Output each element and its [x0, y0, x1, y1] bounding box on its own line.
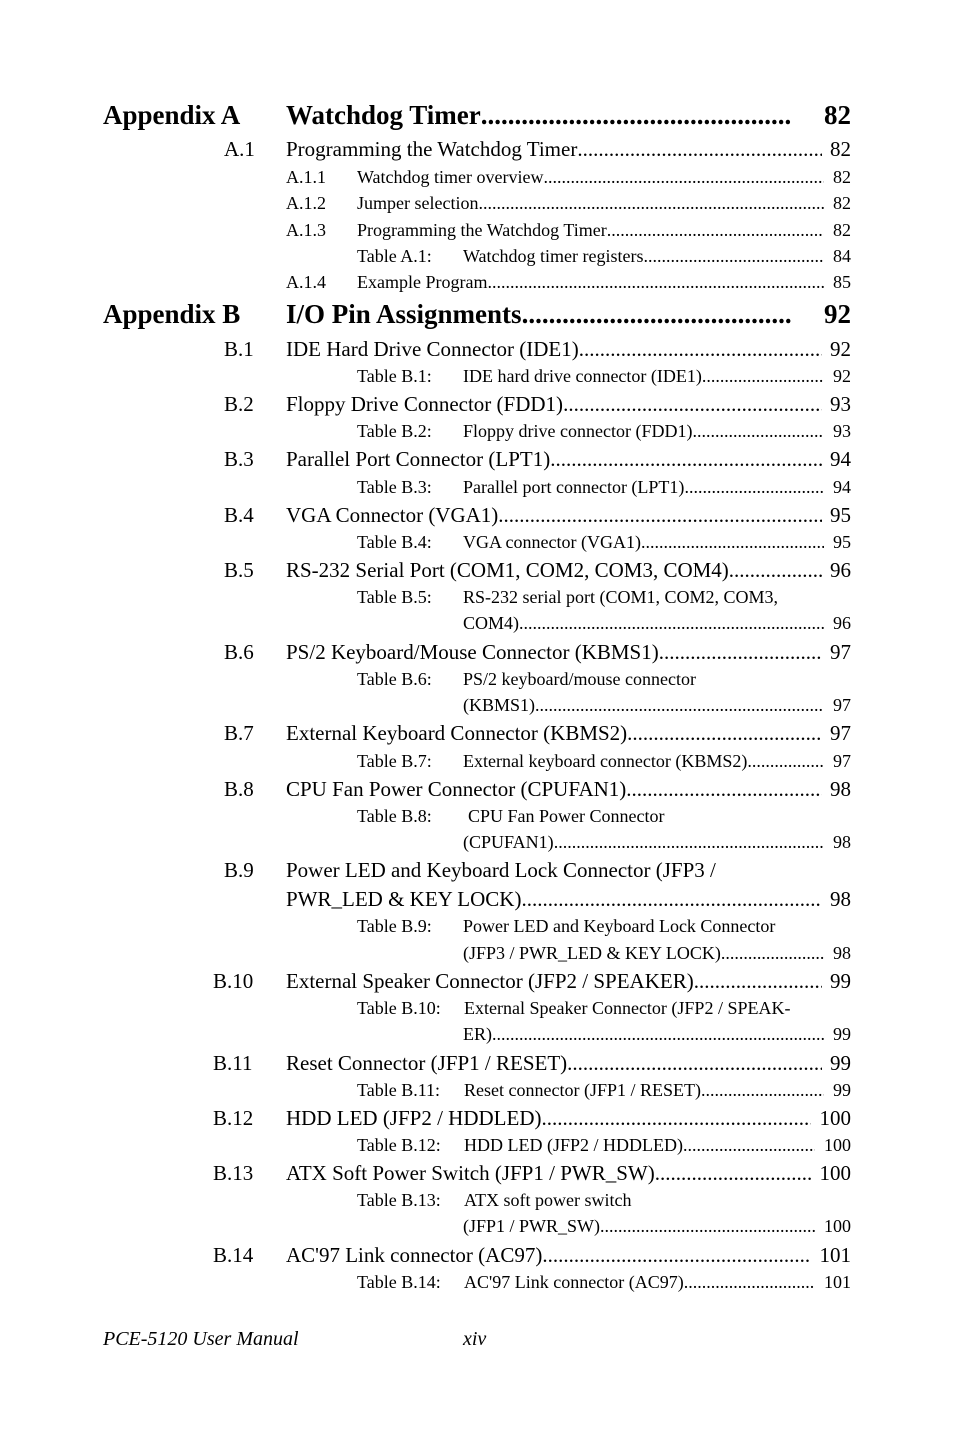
page-number: 100: [819, 1161, 851, 1185]
table-label: Table B.14:: [357, 1272, 441, 1292]
section-number: B.5: [224, 558, 254, 582]
table-label: Table B.13:: [357, 1190, 441, 1210]
page-number: 85: [833, 272, 851, 292]
appendix-a-title[interactable]: Watchdog Timer .....: [286, 100, 791, 131]
page-number: 95: [830, 503, 851, 527]
toc-entry-table-b8-line1[interactable]: CPU Fan Power Connector: [468, 806, 665, 826]
page-number: 92: [830, 337, 851, 361]
toc-entry-table-b6-line2[interactable]: (KBMS1) .....: [463, 695, 824, 716]
page-number: 93: [830, 392, 851, 416]
toc-entry-b9-line2[interactable]: PWR_LED & KEY LOCK) .....: [286, 887, 822, 912]
page-number: 99: [833, 1080, 851, 1100]
toc-entry-b3[interactable]: Parallel Port Connector (LPT1) .....: [286, 447, 822, 472]
page-number: 97: [830, 721, 851, 745]
page-number: 96: [830, 558, 851, 582]
toc-entry-a14[interactable]: Example Program .....: [357, 272, 824, 293]
toc-entry-table-b1[interactable]: IDE hard drive connector (IDE1) .....: [463, 366, 824, 387]
table-label: Table B.10:: [357, 998, 441, 1018]
section-number: B.8: [224, 777, 254, 801]
page-number: 99: [833, 1024, 851, 1044]
page-number: 97: [830, 640, 851, 664]
subsection-number: A.1.4: [286, 272, 326, 292]
page-number: 101: [819, 1243, 851, 1267]
toc-entry-table-b14[interactable]: AC'97 Link connector (AC97) .....: [464, 1272, 815, 1293]
footer-page-number: xiv: [463, 1328, 487, 1350]
toc-entry-table-b10-line1[interactable]: External Speaker Connector (JFP2 / SPEAK-: [464, 998, 791, 1018]
page-number: 97: [833, 695, 851, 715]
page-number: 99: [830, 969, 851, 993]
toc-entry-table-b7[interactable]: External keyboard connector (KBMS2) .....: [463, 751, 824, 772]
section-number: B.2: [224, 392, 254, 416]
page-number: 98: [833, 943, 851, 963]
section-number: B.3: [224, 447, 254, 471]
toc-entry-b11[interactable]: Reset Connector (JFP1 / RESET) .....: [286, 1051, 822, 1076]
page-number: 94: [830, 447, 851, 471]
appendix-b-title[interactable]: I/O Pin Assignments .....: [286, 299, 791, 330]
toc-entry-a11[interactable]: Watchdog timer overview .....: [357, 167, 824, 188]
section-number: A.1: [224, 137, 255, 161]
toc-entry-b13[interactable]: ATX Soft Power Switch (JFP1 / PWR_SW) .....: [286, 1161, 811, 1186]
toc-entry-b6[interactable]: PS/2 Keyboard/Mouse Connector (KBMS1) .....: [286, 640, 822, 665]
toc-entry-b14[interactable]: AC'97 Link connector (AC97) .....: [286, 1243, 811, 1268]
toc-entry-table-a1[interactable]: Watchdog timer registers .....: [463, 246, 824, 267]
section-number: B.11: [213, 1051, 253, 1075]
toc-entry-b5[interactable]: RS-232 Serial Port (COM1, COM2, COM3, COM4) .....: [286, 558, 822, 583]
section-number: B.9: [224, 858, 254, 882]
page-number: 100: [824, 1135, 851, 1155]
toc-entry-a12[interactable]: Jumper selection .....: [357, 193, 824, 214]
toc-entry-table-b5-line2[interactable]: COM4) .....: [463, 613, 824, 634]
subsection-number: A.1.1: [286, 167, 326, 187]
table-label: Table B.9:: [357, 916, 432, 936]
toc-entry-table-b6-line1[interactable]: PS/2 keyboard/mouse connector: [463, 669, 696, 689]
page-number: 94: [833, 477, 851, 497]
appendix-b-page: 92: [824, 299, 851, 329]
subsection-number: A.1.3: [286, 220, 326, 240]
section-number: B.12: [213, 1106, 254, 1130]
page-number: 82: [833, 220, 851, 240]
section-number: B.10: [213, 969, 254, 993]
page-number: 100: [824, 1216, 851, 1236]
page-number: 82: [833, 193, 851, 213]
table-label: Table B.8:: [357, 806, 432, 826]
toc-entry-table-b10-line2[interactable]: ER) .....: [463, 1024, 824, 1045]
page-number: 82: [833, 167, 851, 187]
table-label: Table B.3:: [357, 477, 432, 497]
page-number: 99: [830, 1051, 851, 1075]
section-number: B.4: [224, 503, 254, 527]
toc-entry-b10[interactable]: External Speaker Connector (JFP2 / SPEAKER) .....: [286, 969, 822, 994]
toc-entry-b1[interactable]: IDE Hard Drive Connector (IDE1) .....: [286, 337, 822, 362]
toc-entry-a13[interactable]: Programming the Watchdog Timer .....: [357, 220, 824, 241]
toc-entry-table-b3[interactable]: Parallel port connector (LPT1) .....: [463, 477, 824, 498]
toc-entry-table-b9-line2[interactable]: (JFP3 / PWR_LED & KEY LOCK) .....: [463, 943, 824, 964]
page-number: 95: [833, 532, 851, 552]
table-label: Table B.12:: [357, 1135, 441, 1155]
appendix-b-label: Appendix B: [103, 299, 241, 329]
table-label: Table B.11:: [357, 1080, 441, 1100]
table-label: Table B.2:: [357, 421, 432, 441]
toc-entry-b8[interactable]: CPU Fan Power Connector (CPUFAN1) .....: [286, 777, 822, 802]
table-label: Table B.7:: [357, 751, 432, 771]
page-number: 93: [833, 421, 851, 441]
page-number: 98: [833, 832, 851, 852]
toc-entry-b4[interactable]: VGA Connector (VGA1) .....: [286, 503, 822, 528]
section-number: B.6: [224, 640, 254, 664]
page-number: 97: [833, 751, 851, 771]
table-label: Table A.1:: [357, 246, 432, 266]
table-label: Table B.1:: [357, 366, 432, 386]
toc-entry-b9-line1[interactable]: Power LED and Keyboard Lock Connector (JFP3 /: [286, 858, 716, 882]
footer-manual-title: PCE-5120 User Manual: [103, 1328, 299, 1350]
toc-entry-b7[interactable]: External Keyboard Connector (KBMS2) .....: [286, 721, 822, 746]
toc-entry-a1[interactable]: Programming the Watchdog Timer .....: [286, 137, 822, 162]
toc-entry-table-b5-line1[interactable]: RS-232 serial port (COM1, COM2, COM3,: [463, 587, 779, 607]
section-number: B.13: [213, 1161, 254, 1185]
page-number: 82: [830, 137, 851, 161]
page-number: 84: [833, 246, 851, 266]
toc-entry-table-b13-line1[interactable]: ATX soft power switch: [464, 1190, 632, 1210]
appendix-a-label: Appendix A: [103, 100, 241, 130]
appendix-a-page: 82: [824, 100, 851, 130]
table-label: Table B.6:: [357, 669, 432, 689]
page-number: 92: [833, 366, 851, 386]
page-number: 101: [824, 1272, 851, 1292]
toc-entry-b2[interactable]: Floppy Drive Connector (FDD1) .....: [286, 392, 822, 417]
toc-entry-table-b12[interactable]: HDD LED (JFP2 / HDDLED) .....: [464, 1135, 815, 1156]
toc-entry-table-b2[interactable]: Floppy drive connector (FDD1) .....: [463, 421, 824, 442]
page-number: 100: [819, 1106, 851, 1130]
toc-entry-table-b4[interactable]: VGA connector (VGA1) .....: [463, 532, 824, 553]
section-number: B.14: [213, 1243, 254, 1267]
section-number: B.1: [224, 337, 254, 361]
table-label: Table B.4:: [357, 532, 432, 552]
toc-entry-table-b13-line2[interactable]: (JFP1 / PWR_SW) .....: [463, 1216, 815, 1237]
page-number: 96: [833, 613, 851, 633]
toc-entry-table-b11[interactable]: Reset connector (JFP1 / RESET) .....: [464, 1080, 824, 1101]
subsection-number: A.1.2: [286, 193, 326, 213]
toc-entry-table-b8-line2[interactable]: (CPUFAN1) .....: [463, 832, 824, 853]
toc-entry-b12[interactable]: HDD LED (JFP2 / HDDLED) .....: [286, 1106, 811, 1131]
page-number: 98: [830, 777, 851, 801]
toc-entry-table-b9-line1[interactable]: Power LED and Keyboard Lock Connector: [463, 916, 776, 936]
page-number: 98: [830, 887, 851, 911]
section-number: B.7: [224, 721, 254, 745]
table-label: Table B.5:: [357, 587, 432, 607]
